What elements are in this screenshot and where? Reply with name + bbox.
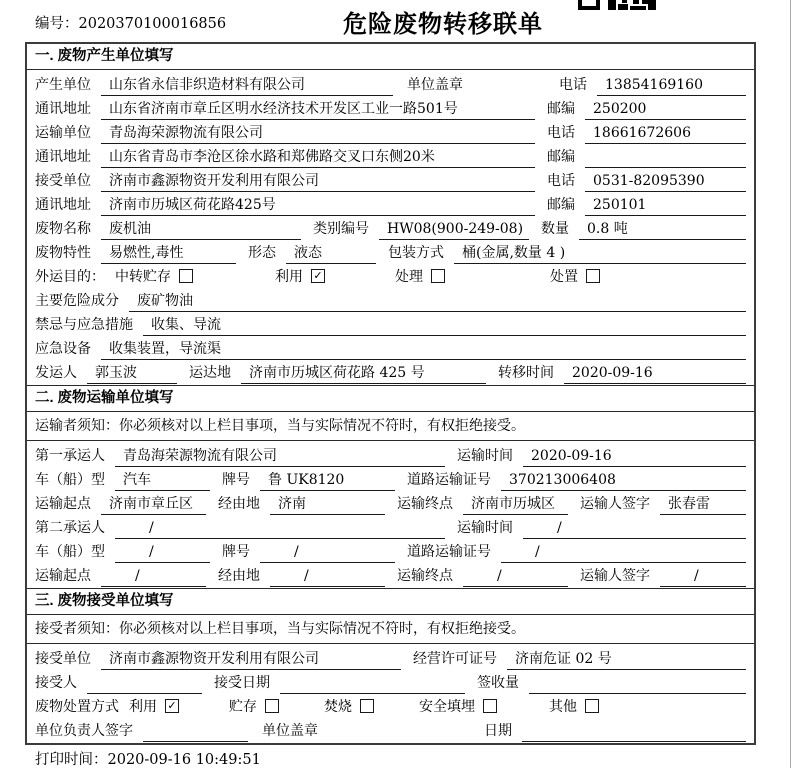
checkbox-label: 其他 [549, 699, 577, 715]
checkbox-group [275, 266, 395, 288]
field-value: / [101, 567, 206, 587]
field-value: 山东省青岛市李沧区徐水路和郑佛路交叉口东侧20米 [101, 148, 535, 168]
form-row [35, 144, 746, 168]
field-label: 包装方式 [388, 245, 444, 261]
field-value: 山东省济南市章丘区明水经济技术开发区工业一路501号 [101, 100, 535, 120]
field-label: 牌号 [222, 472, 250, 488]
field-label: 运达地 [189, 365, 231, 381]
field-label: 类别编号 [313, 221, 369, 237]
checkbox-label: 中转贮存 [115, 269, 171, 285]
section-body [27, 70, 754, 385]
page-title: 危险废物转移联单 [343, 11, 543, 38]
field-value: HW08(900-249-08) [379, 220, 529, 240]
field-value: / [260, 543, 395, 563]
field-label: 车（船）型 [35, 544, 105, 560]
field-label: 接受人 [35, 675, 77, 691]
print-time [35, 748, 261, 768]
field-label: 单位盖章 [262, 723, 318, 739]
field-value: 济南市鑫源物资开发利用有限公司 [101, 650, 401, 670]
section-header: 一. 废物产生单位填写 [27, 44, 754, 70]
field-value: / [501, 543, 746, 563]
field-label: 第一承运人 [35, 448, 105, 464]
field-value: 250200 [585, 100, 746, 120]
field-value: 济南危证 02 号 [507, 650, 746, 670]
field-label: 道路运输证号 [407, 544, 491, 560]
field-label: 发运人 [35, 365, 77, 381]
form-row [35, 288, 746, 312]
section-body [27, 441, 754, 588]
field-value: / [523, 519, 746, 539]
field-label: 运输起点 [35, 568, 91, 584]
field-label: 运输时间 [457, 448, 513, 464]
field-label: 电话 [559, 77, 587, 93]
form-row [35, 718, 746, 742]
field-value: 废矿物油 [129, 292, 746, 312]
field-value: 济南市鑫源物资开发利用有限公司 [101, 172, 535, 192]
field-label: 通讯地址 [35, 197, 91, 213]
form-row [35, 336, 746, 360]
field-value: 废机油 [101, 220, 301, 240]
checkbox-unchecked [483, 699, 497, 713]
checkbox-unchecked [586, 269, 600, 283]
field-value: 张春雷 [660, 495, 746, 515]
field-value: 济南 [270, 495, 385, 515]
page-right-edge [790, 0, 791, 768]
field-value: 青岛海荣源物流有限公司 [101, 124, 535, 144]
field-label: 运输终点 [397, 496, 453, 512]
qr-code-fragment [578, 0, 656, 10]
form-row [35, 96, 746, 120]
field-value: / [270, 567, 385, 587]
checkbox-unchecked [265, 699, 279, 713]
field-label: 日期 [484, 723, 512, 739]
form-row [35, 694, 746, 718]
section-notice: 接受者须知：你必须核对以上栏目事项，当与实际情况不符时，有权拒绝接受。 [27, 615, 754, 644]
field-label: 数量 [541, 221, 569, 237]
form-row [35, 670, 746, 694]
field-label: 签收量 [477, 675, 519, 691]
section-header: 三. 废物接受单位填写 [27, 589, 754, 615]
form-row [35, 491, 746, 515]
section-3 [27, 588, 754, 743]
field-label: 运输时间 [457, 520, 513, 536]
field-value: / [463, 567, 568, 587]
field-label: 运输终点 [397, 568, 453, 584]
form-row [35, 443, 746, 467]
field-value: 13854169160 [597, 76, 746, 96]
field-value: 易燃性,毒性 [101, 244, 236, 264]
checkbox-unchecked [585, 699, 599, 713]
form-row [35, 563, 746, 587]
field-label: 邮编 [547, 149, 575, 165]
field-value [522, 722, 746, 742]
field-value: 18661672606 [585, 124, 746, 144]
field-value: 0531-82095390 [585, 172, 746, 192]
field-value: 收集装置，导流渠 [101, 340, 746, 360]
form-row [35, 72, 746, 96]
field-label: 外运目的： [35, 269, 105, 285]
form-row [35, 360, 746, 384]
field-value: 郭玉波 [87, 364, 177, 384]
field-label: 产生单位 [35, 77, 91, 93]
field-value: 0.8 吨 [579, 220, 746, 240]
field-label: 单位盖章 [407, 77, 463, 93]
checkbox-group [324, 696, 419, 718]
checkbox-group [419, 696, 549, 718]
field-value [143, 722, 248, 742]
field-label: 转移时间 [498, 365, 554, 381]
form-row [35, 240, 746, 264]
field-label: 通讯地址 [35, 149, 91, 165]
field-value: 济南市历城区荷花路425号 [101, 196, 535, 216]
checkbox-unchecked [431, 269, 445, 283]
doc-number-label: 编号： [35, 16, 79, 32]
form-row [35, 192, 746, 216]
form-row [35, 264, 746, 288]
field-label: 车（船）型 [35, 472, 105, 488]
field-value: 2020-09-16 [564, 364, 746, 384]
field-value: 济南市历城区 [463, 495, 568, 515]
section-1 [27, 44, 754, 385]
form-row [35, 312, 746, 336]
field-label: 经由地 [218, 568, 260, 584]
field-label: 邮编 [547, 101, 575, 117]
field-label: 形态 [248, 245, 276, 261]
field-value: / [660, 567, 746, 587]
field-label: 废物名称 [35, 221, 91, 237]
checkbox-checked: ✓ [311, 269, 325, 283]
field-value: / [115, 543, 210, 563]
field-value [87, 674, 202, 694]
field-value [280, 674, 465, 694]
checkbox-label: 处置 [550, 269, 578, 285]
field-label: 道路运输证号 [407, 472, 491, 488]
checkbox-label: 利用 [275, 269, 303, 285]
field-label: 第二承运人 [35, 520, 105, 536]
field-value: 青岛海荣源物流有限公司 [115, 447, 445, 467]
field-label: 运输单位 [35, 125, 91, 141]
field-value: 济南市历城区荷花路 425 号 [241, 364, 486, 384]
field-value: 液态 [286, 244, 376, 264]
field-value: 济南市章丘区 [101, 495, 206, 515]
checkbox-label: 利用 [129, 699, 157, 715]
form-row [35, 120, 746, 144]
checkbox-group [115, 266, 275, 288]
form-row [35, 515, 746, 539]
checkbox-label: 焚烧 [324, 699, 352, 715]
field-value: 桶(金属,数量 4 ) [454, 244, 746, 264]
field-label: 主要危险成分 [35, 293, 119, 309]
checkbox-label: 安全填埋 [419, 699, 475, 715]
manifest-table [25, 42, 756, 745]
field-label: 经由地 [218, 496, 260, 512]
field-label: 废物处置方式 [35, 699, 119, 715]
field-value: 收集、导流 [143, 316, 746, 336]
form-row [35, 467, 746, 491]
field-label: 应急设备 [35, 341, 91, 357]
field-label: 电话 [547, 125, 575, 141]
field-label: 禁忌与应急措施 [35, 317, 133, 333]
field-value: 汽车 [115, 471, 210, 491]
checkbox-group [549, 696, 599, 718]
form-row [35, 216, 746, 240]
checkbox-label: 处理 [395, 269, 423, 285]
field-label: 运输人签字 [580, 568, 650, 584]
field-value: 山东省永信非织造材料有限公司 [101, 76, 393, 96]
print-time-label: 打印时间： [35, 752, 108, 768]
field-label: 通讯地址 [35, 101, 91, 117]
form-row [35, 646, 746, 670]
checkbox-unchecked [179, 269, 193, 283]
section-header: 二. 废物运输单位填写 [27, 386, 754, 412]
form-row [35, 168, 746, 192]
field-label: 废物特性 [35, 245, 91, 261]
field-label: 接受单位 [35, 173, 91, 189]
field-value: / [115, 519, 445, 539]
field-label: 接受单位 [35, 651, 91, 667]
field-value: 250101 [585, 196, 746, 216]
checkbox-group [550, 266, 600, 288]
field-label: 运输起点 [35, 496, 91, 512]
field-label: 接受日期 [214, 675, 270, 691]
field-label: 单位负责人签字 [35, 723, 133, 739]
field-value: 鲁 UK8120 [260, 471, 395, 491]
section-body [27, 644, 754, 743]
checkbox-checked: ✓ [165, 699, 179, 713]
checkbox-unchecked [360, 699, 374, 713]
field-label: 运输人签字 [580, 496, 650, 512]
doc-number-value: 2020370100016856 [78, 16, 227, 32]
field-value [529, 674, 746, 694]
section-2 [27, 385, 754, 588]
field-label: 电话 [547, 173, 575, 189]
section-notice: 运输者须知：你必须核对以上栏目事项，当与实际情况不符时，有权拒绝接受。 [27, 412, 754, 441]
field-value: 370213006408 [501, 471, 746, 491]
checkbox-label: 贮存 [229, 699, 257, 715]
checkbox-group [395, 266, 550, 288]
field-label: 邮编 [547, 197, 575, 213]
checkbox-group [129, 696, 229, 718]
checkbox-group [229, 696, 324, 718]
field-label: 经营许可证号 [413, 651, 497, 667]
form-row [35, 539, 746, 563]
field-label: 牌号 [222, 544, 250, 560]
print-time-value: 2020-09-16 10:49:51 [107, 752, 261, 768]
field-value: 2020-09-16 [523, 447, 746, 467]
field-value [585, 148, 746, 168]
